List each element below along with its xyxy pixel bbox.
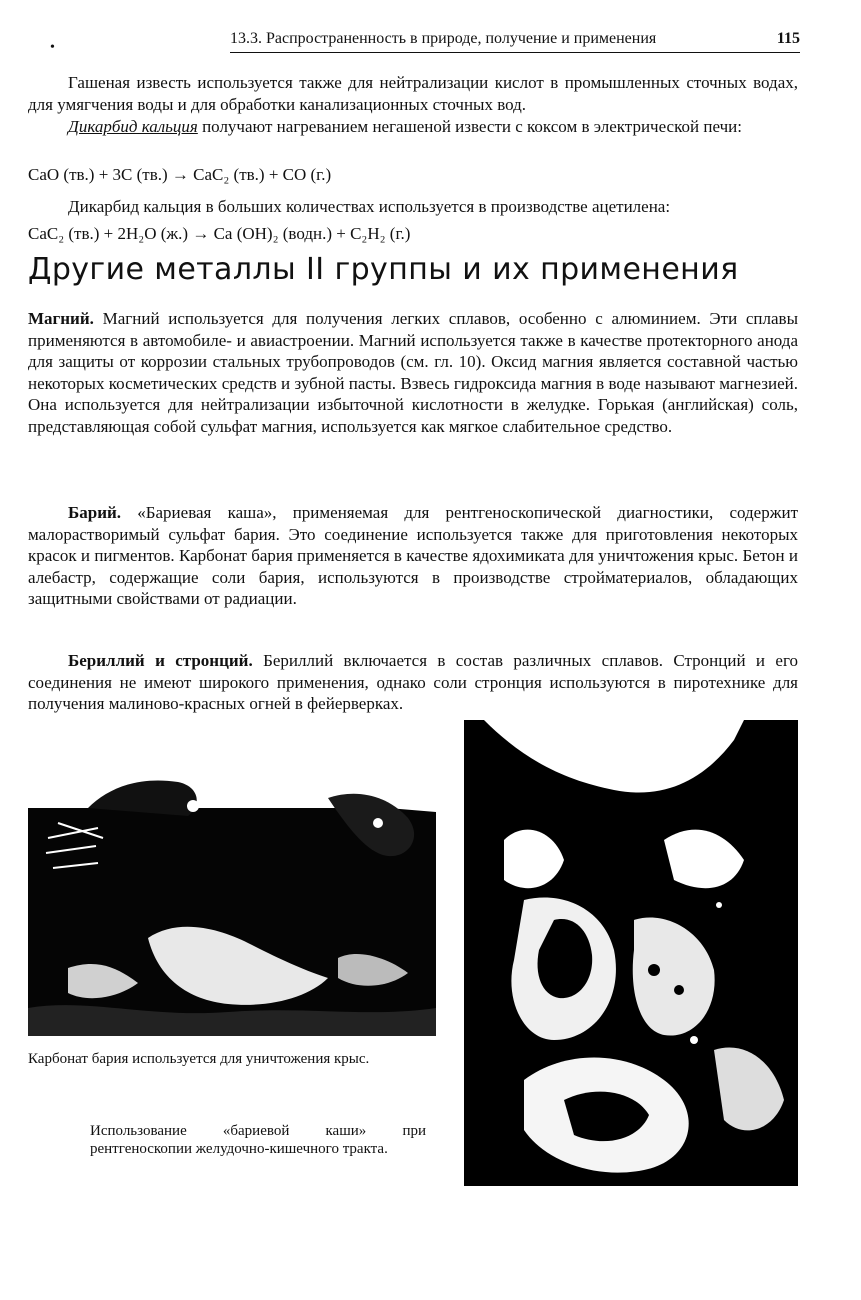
page-number: 115	[776, 30, 800, 47]
magnesium-text: Магний используется для получения легких сплавов, особенно с алюминием. Эти сплавы применяются в автомобиле- и авиастроении. Магний используется также в качестве протекторного анода для защиты от коррозии стальных трубопроводов (см. гл. 10). Оксид магния является составной частью некоторых косметических средств и зубной пасты. Взвесь гидроксида магния в воде называют магнезией. Она используется для нейтрализации избыточной кислотности в желудке. Горькая (английская) соль, представляющая собой сульфат магния, используется как мягкое слабительное средство.	[28, 309, 798, 436]
xray-caption: Использование «бариевой каши» при рентгеноскопии желудочно-кишечного тракта.	[90, 1123, 426, 1157]
rat-photo-image	[28, 768, 436, 1036]
xray-photo	[464, 720, 798, 1186]
rat-photo	[28, 768, 436, 1036]
beryllium-strontium-paragraph	[28, 650, 798, 715]
calcium-carbide-term: Дикарбид кальция	[68, 117, 198, 136]
equation-1: CaO (тв.) + 3C (тв.) → CaC₂ (тв.) + CO (г.)	[28, 165, 332, 184]
intro-paragraph-1: Гашеная известь используется также для нейтрализации кислот в промышленных сточных водах, для умягчения воды и для обработки канализационных сточных вод.	[28, 73, 798, 114]
xray-photo-image	[464, 720, 798, 1186]
running-header-title: 13.3. Распространенность в природе, получение и применения	[230, 30, 657, 47]
intro-paragraph-2	[28, 116, 798, 138]
barium-paragraph	[28, 502, 798, 610]
equation-2: CaC₂ (тв.) + 2H₂O (ж.) → Ca (OH)₂ (водн.) + C₂H₂ (г.)	[28, 224, 411, 243]
running-header	[230, 30, 800, 53]
beryllium-strontium-lead: Бериллий и стронций.	[68, 651, 253, 670]
page-mark: •	[50, 40, 55, 55]
barium-lead: Барий.	[68, 503, 122, 522]
intro-paragraph-2-text: получают нагреванием негашеной извести с коксом в электрической печи:	[197, 117, 742, 136]
magnesium-lead: Магний.	[28, 309, 94, 328]
section-heading: Другие металлы II группы и их применения	[28, 252, 739, 287]
rat-caption: Карбонат бария используется для уничтожения крыс.	[28, 1051, 370, 1067]
magnesium-paragraph	[28, 308, 798, 437]
barium-text: «Бариевая каша», применяемая для рентгеноскопической диагностики, содержит малорастворимый сульфат бария. Это соединение используется также для приготовления некоторых красок и пигментов. Карбонат бария применяется в качестве ядохимиката для уничтожения крыс. Бетон и алебастр, содержащие соли бария, используются в производстве стройматериалов, обладающих защитными свойствами от радиации.	[28, 503, 798, 608]
intro-paragraph-3: Дикарбид кальция в больших количествах используется в производстве ацетилена:	[68, 197, 671, 216]
beryllium-strontium-text: Бериллий включается в состав различных сплавов. Стронций и его соединения не имеют широкого применения, однако соли стронция используются в пиротехнике для получения малиново-красных огней в фейерверках.	[28, 651, 798, 713]
